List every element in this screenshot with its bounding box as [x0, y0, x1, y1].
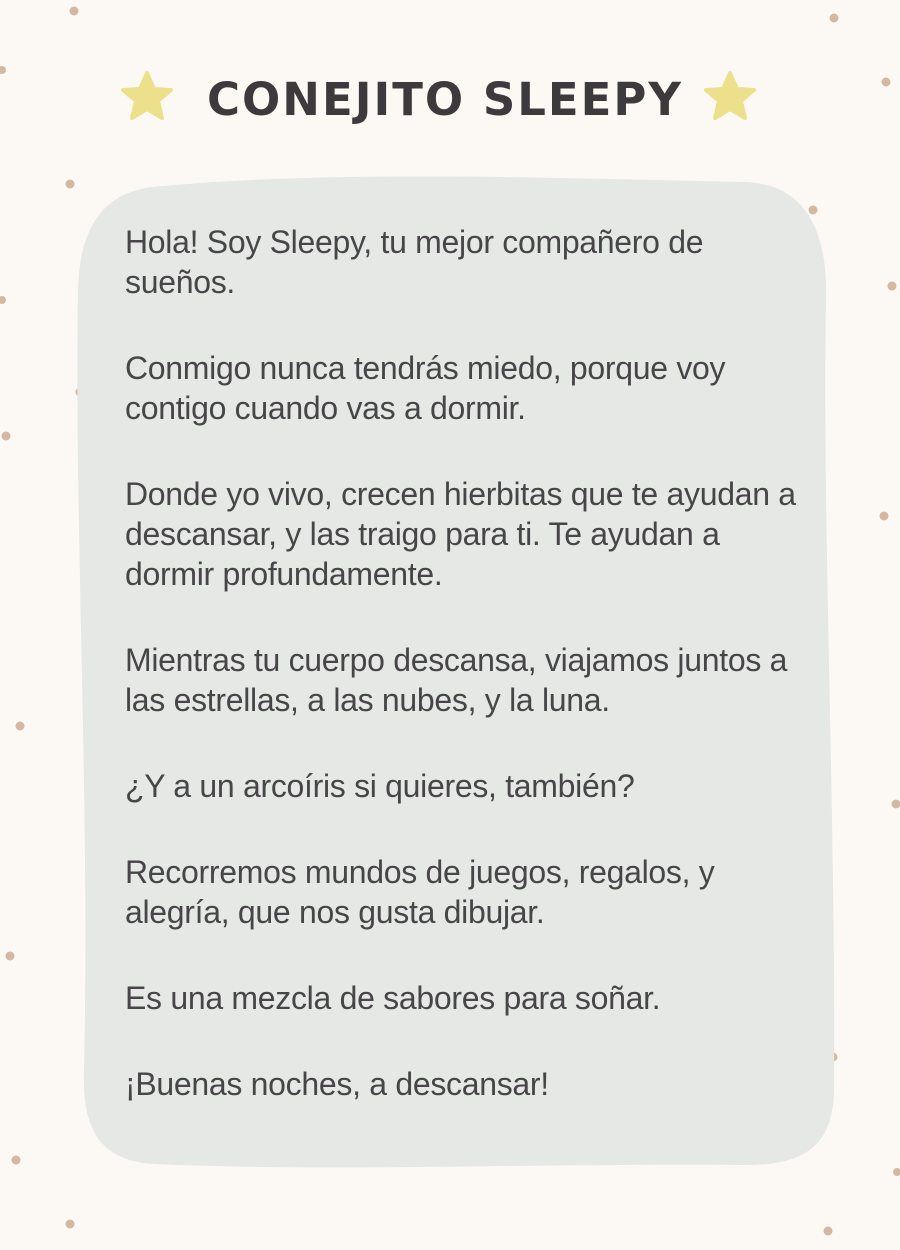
page-title: CONEJITO SLEEPY [207, 72, 683, 126]
paragraph-travel: Mientras tu cuerpo descansa, viajamos juntos a las estrellas, a las nubes, y la luna. [125, 642, 788, 718]
star-icon [700, 68, 760, 128]
paragraph-herbs: Donde yo vivo, crecen hierbitas que te ayudan a descansar, y las traigo para ti. Te ayudan a dormir profundamente. [125, 476, 796, 592]
paragraph-rainbow: ¿Y a un arcoíris si quieres, también? [125, 768, 635, 804]
paragraph-flavors: Es una mezcla de sabores para soñar. [125, 980, 661, 1016]
paragraph-no-fear: Conmigo nunca tendrás miedo, porque voy contigo cuando vas a dormir. [125, 350, 726, 426]
card-text [125, 222, 815, 1150]
paragraph-worlds: Recorremos mundos de juegos, regalos, y alegría, que nos gusta dibujar. [125, 854, 715, 930]
paragraph-greeting: Hola! Soy Sleepy, tu mejor compañero de sueños. [125, 224, 704, 300]
star-icon [117, 68, 177, 128]
paragraph-goodnight: ¡Buenas noches, a descansar! [125, 1066, 549, 1102]
page-header [0, 58, 900, 140]
